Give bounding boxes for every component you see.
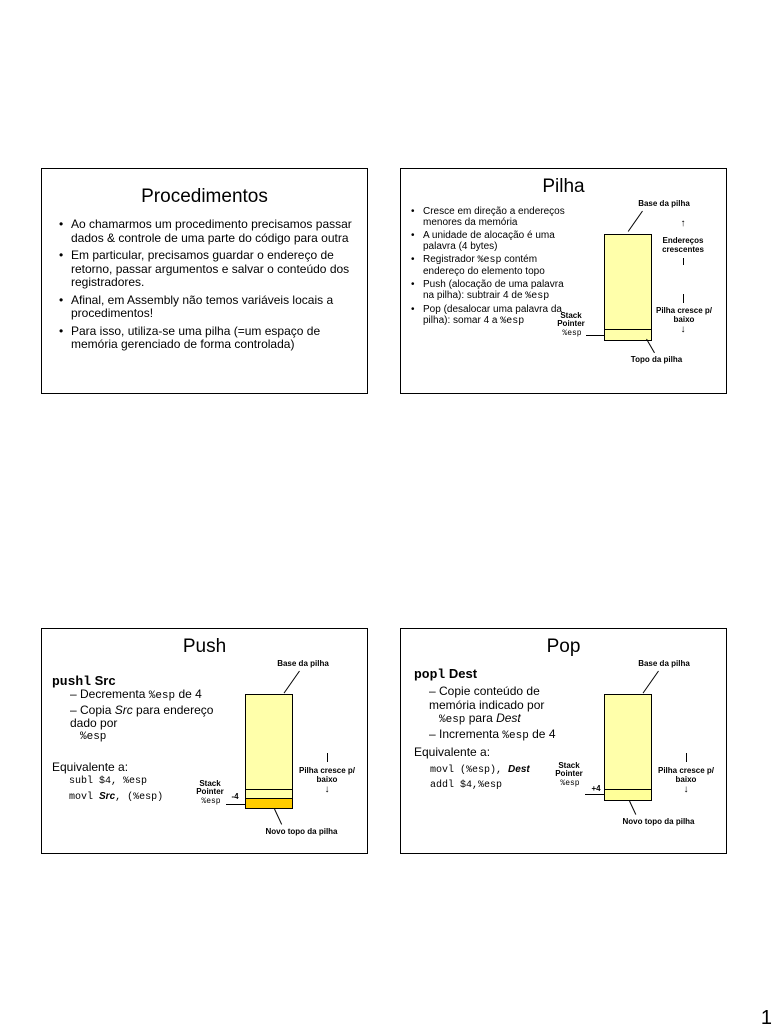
- instruction: [414, 666, 477, 682]
- arrow-down-icon: ↓: [680, 324, 686, 335]
- text: para: [465, 711, 497, 725]
- esp-label: %esp: [562, 329, 582, 338]
- register-code: %esp: [502, 729, 529, 742]
- newtop-pointer-line: [629, 801, 636, 815]
- plus4-label: +4: [591, 784, 601, 793]
- code-line: [430, 764, 530, 776]
- new-top-cell: [245, 798, 293, 809]
- stack-box: [245, 694, 293, 809]
- list-item: • Em particular, precisamos guardar o endereço de retorno, passar argumentos e salvar o conteúdo dos registradores.: [71, 249, 361, 290]
- register-code: %esp: [477, 255, 502, 266]
- grow-label: Pilha cresce p/ baixo: [655, 306, 713, 324]
- slide-procedimentos: [41, 168, 368, 394]
- bullet-list: [423, 207, 573, 327]
- text: movl (%esp),: [430, 765, 503, 776]
- code-line: subl $4, %esp: [69, 776, 148, 787]
- newtop-label: Novo topo da pilha: [265, 827, 338, 836]
- slide-push: [41, 628, 368, 854]
- slide-title: Pop: [546, 636, 581, 657]
- tick-line: [686, 753, 687, 762]
- text: , (%esp): [115, 792, 164, 803]
- equiv-label: Equivalente a:: [414, 745, 491, 759]
- slide-title: Push: [182, 636, 227, 657]
- stack-top-line: [604, 329, 652, 330]
- code-line: addl $4,%esp: [430, 780, 503, 791]
- dest-italic: Dest: [508, 764, 530, 775]
- text: de 4: [175, 687, 202, 701]
- stack-pointer-label: Stack Pointer: [557, 311, 585, 328]
- register-code: %esp: [525, 290, 550, 302]
- desc-line: – Copie conteúdo de memória indicado por: [429, 684, 545, 712]
- stack-old-top-line: [245, 789, 293, 790]
- addr-label: Endereços crescentes: [662, 236, 704, 254]
- list-item: • Para isso, utiliza-se uma pilha (=um espaço de memória gerenciado de forma controlada): [71, 325, 361, 352]
- register-code: %esp: [500, 315, 525, 327]
- list-item: • Ao chamarmos um procedimento precisamos passar dados & controle de uma parte do código para outra: [71, 218, 361, 245]
- text: de 4: [528, 726, 556, 741]
- popped-cell: [604, 789, 652, 801]
- stack-box: [604, 694, 652, 801]
- base-label: Base da pilha: [638, 199, 690, 208]
- desc-line: [429, 712, 579, 728]
- base-pointer-line: [643, 671, 659, 694]
- slide-title: Procedimentos: [141, 186, 268, 207]
- slide-pop: [400, 628, 727, 854]
- register-code: %esp: [439, 714, 466, 726]
- operand: Src: [94, 673, 116, 688]
- esp-label: %esp: [560, 779, 580, 788]
- text: Incrementa: [439, 726, 503, 741]
- text: Copie conteúdo de memória indicado por: [429, 684, 545, 712]
- stack-box: [604, 234, 652, 341]
- src-italic: Src: [99, 791, 116, 802]
- arrow-down-icon: ↓: [683, 784, 689, 795]
- equiv-label: Equivalente a:: [52, 760, 129, 774]
- newtop-label: Novo topo da pilha: [622, 817, 695, 826]
- list-item: [423, 280, 573, 302]
- operand: Dest: [448, 666, 478, 681]
- sp-line: [586, 335, 604, 336]
- tick-line: [683, 294, 684, 303]
- push-desc: [70, 688, 220, 744]
- pop-desc: [429, 685, 579, 743]
- list-item: • A unidade de alocação é uma palavra (4 bytes): [423, 231, 573, 252]
- instr-name: pushl: [52, 674, 92, 689]
- text: Push (alocação de uma palavra na pilha): subtrair 4 de: [423, 279, 564, 301]
- arrow-down-icon: ↓: [324, 784, 330, 795]
- code-line: [69, 791, 163, 803]
- base-label: Base da pilha: [638, 659, 690, 668]
- list-item: [423, 255, 573, 277]
- slide-pilha: [400, 168, 727, 394]
- tick-line: [327, 753, 328, 762]
- text: Copia: [80, 702, 115, 717]
- text: movl: [69, 792, 100, 803]
- text: para endereço dado por: [70, 702, 214, 730]
- dest-italic: Dest: [496, 711, 521, 725]
- slide-title: Pilha: [542, 176, 585, 197]
- list-item: • Cresce em direção a endereços menores da memória: [423, 207, 573, 228]
- sp-line: [226, 804, 245, 805]
- desc-line: – Decrementa %esp de 4: [70, 687, 202, 702]
- text: Decrementa: [80, 687, 149, 701]
- src-italic: Src: [114, 702, 133, 717]
- base-pointer-line: [628, 211, 643, 232]
- tick-line: [683, 258, 684, 265]
- grow-label: Pilha cresce p/ baixo: [657, 766, 715, 784]
- stack-pointer-label: Stack Pointer: [555, 761, 583, 778]
- sp-line: [585, 794, 604, 795]
- esp-label: %esp: [201, 797, 221, 806]
- top-label: Topo da pilha: [630, 355, 683, 364]
- text: contém endereço do elemento topo: [423, 254, 545, 277]
- register-code: %esp: [80, 730, 107, 743]
- text: Registrador: [423, 254, 478, 265]
- grow-label: Pilha cresce p/ baixo: [298, 766, 356, 784]
- minus4-label: -4: [231, 792, 239, 801]
- newtop-pointer-line: [274, 809, 282, 825]
- bullet-list: [71, 218, 361, 352]
- instr-name: popl: [414, 667, 446, 682]
- desc-line: – Copia Src para endereço dado por: [70, 702, 214, 730]
- base-pointer-line: [284, 671, 300, 694]
- stack-pointer-label: Stack Pointer: [196, 779, 224, 796]
- register-code: %esp: [148, 690, 176, 702]
- text: Pop (desalocar uma palavra da pilha): somar 4 a: [423, 304, 562, 326]
- page-number: 1: [760, 1007, 772, 1029]
- desc-line: – Incrementa %esp de 4: [429, 726, 556, 742]
- list-item: • Afinal, em Assembly não temos variáveis locais a procedimentos!: [71, 294, 361, 321]
- arrow-up-icon: ↑: [680, 218, 686, 229]
- base-label: Base da pilha: [277, 659, 329, 668]
